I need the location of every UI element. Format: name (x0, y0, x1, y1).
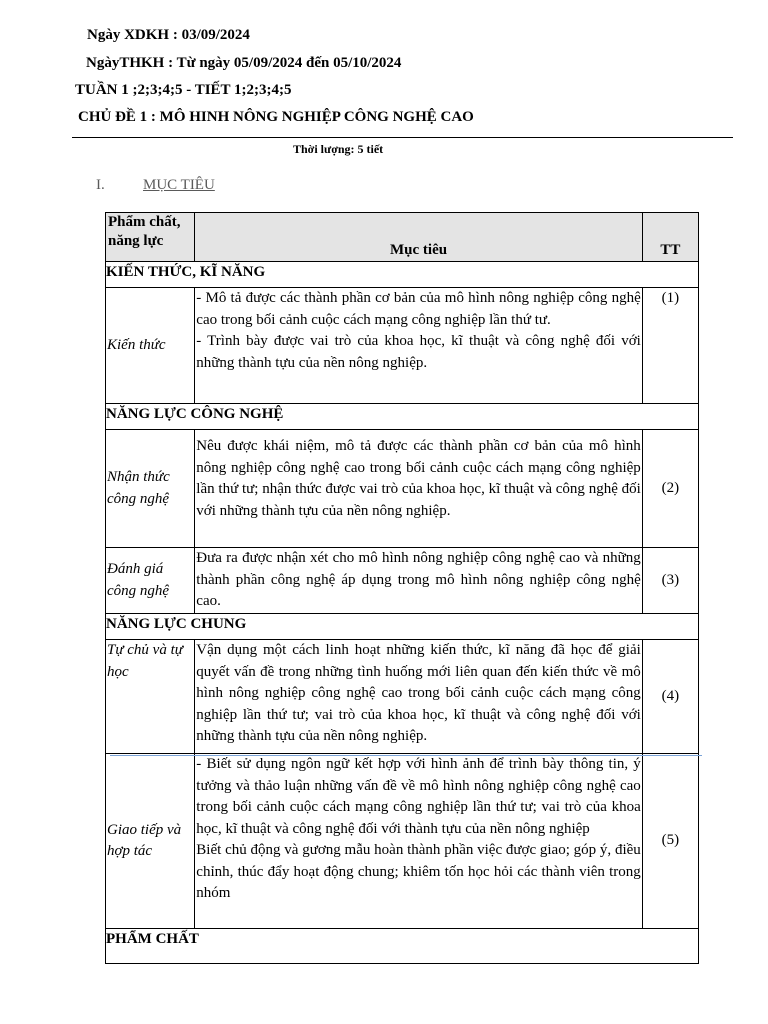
band-general: NĂNG LỰC CHUNG (106, 614, 699, 640)
band-row (106, 404, 699, 430)
row-label: Kiến thức (106, 288, 195, 404)
table-row (106, 548, 699, 614)
table-header-row (106, 213, 699, 262)
objective-paragraph: Biết chủ động và gương mẫu hoàn thành phần việc được giao; góp ý, điều chỉnh, thúc đẩy hoạt động chung; khiêm tốn học hỏi các thành viên trong nhóm (196, 842, 641, 901)
header-order: TT (642, 213, 698, 262)
duration-text: Thời lượng: 5 tiết (293, 142, 384, 156)
row-label: Nhận thức công nghệ (106, 430, 195, 548)
header-qualities: Phẩm chất, năng lực (106, 213, 195, 262)
header-divider (72, 137, 733, 138)
row-number: (2) (642, 430, 698, 548)
row-number: (4) (642, 640, 698, 754)
objective-paragraph: - Biết sử dụng ngôn ngữ kết hợp với hình ảnh để trình bày thông tin, ý tưởng và thảo luận những vấn đề về mô hình nông nghiệp công nghệ cao trong bối cảnh cuộc cách mạng công nghiệp lần thứ tư; vai trò của khoa học, kĩ thuật và công nghệ đối với thành tựu của nền nông nghiệp (196, 756, 641, 837)
objective-paragraph: - Trình bày được vai trò của khoa học, kĩ thuật và công nghệ đối với những thành tựu của nền nông nghiệp. (196, 333, 641, 371)
implementation-period: NgàyTHKH : Từ ngày 05/09/2024 đến 05/10/2024 (86, 55, 402, 71)
band-row (106, 614, 699, 640)
table-row (106, 754, 699, 929)
topic-title: CHỦ ĐỀ 1 : MÔ HINH NÔNG NGHIỆP CÔNG NGHỆ CAO (78, 109, 474, 125)
plan-date: Ngày XDKH : 03/09/2024 (87, 27, 250, 43)
header-objectives: Mục tiêu (195, 213, 643, 262)
row-objective: Nêu được khái niệm, mô tả được các thành phần cơ bản của mô hình nông nghiệp công nghệ cao trong bối cảnh cuộc cách mạng công nghiệp lần thứ tư; nhận thức được vai trò của khoa học, kĩ thuật và công nghệ đối với những thành tựu của nền nông nghiệp. (195, 430, 643, 548)
band-row (106, 929, 699, 964)
band-row (106, 262, 699, 288)
table-row (106, 288, 699, 404)
table-row (106, 430, 699, 548)
row-objective: Đưa ra được nhận xét cho mô hình nông nghiệp công nghệ cao và những thành phần công nghệ áp dụng trong mô hình nông nghiệp công nghệ cao. (195, 548, 643, 614)
row-label: Giao tiếp và hợp tác (106, 754, 195, 929)
section-title: MỤC TIÊU (143, 177, 215, 193)
band-knowledge: KIẾN THỨC, KĨ NĂNG (106, 262, 699, 288)
table-row (106, 640, 699, 754)
row-objective (195, 288, 643, 404)
row-label: Đánh giá công nghệ (106, 548, 195, 614)
objective-paragraph: - Mô tả được các thành phần cơ bản của mô hình nông nghiệp công nghệ cao trong bối cảnh cuộc cách mạng công nghiệp lần thứ tư. (196, 290, 641, 328)
row-number: (3) (642, 548, 698, 614)
section-number: I. (96, 177, 105, 193)
objectives-table (105, 212, 699, 964)
row-number: (1) (642, 288, 698, 404)
page-break-line (110, 755, 702, 756)
row-objective (195, 754, 643, 929)
row-objective: Vận dụng một cách linh hoạt những kiến thức, kĩ năng đã học để giải quyết vấn đề trong những tình huống mới liên quan đến kiến thức về mô hình nông nghiệp công nghệ cao trong bối cảnh cuộc cách mạng công nghiệp lần thứ tư; vai trò của khoa học, kĩ thuật và công nghệ đối với những thành tựu của nền nông nghiệp. (195, 640, 643, 754)
row-label: Tự chủ và tự học (106, 640, 195, 754)
band-quality: PHẨM CHẤT (106, 929, 699, 964)
band-tech: NĂNG LỰC CÔNG NGHỆ (106, 404, 699, 430)
row-number: (5) (642, 754, 698, 929)
week-lesson-info: TUẦN 1 ;2;3;4;5 - TIẾT 1;2;3;4;5 (75, 82, 292, 98)
